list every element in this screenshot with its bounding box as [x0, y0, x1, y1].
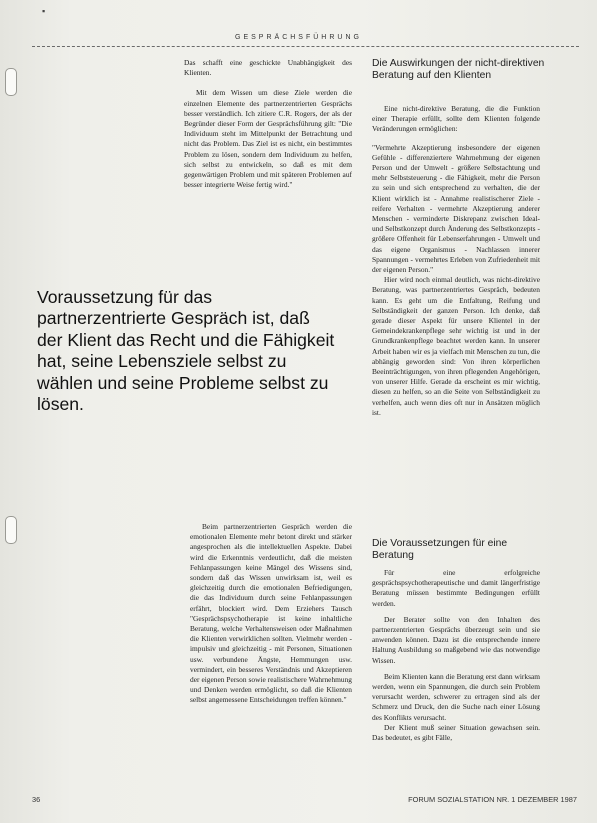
right-column-1 — [372, 104, 540, 418]
pull-quote: Voraussetzung für das partnerzentrierte Gespräch ist, daß der Klient das Recht und die Fähigkeit hat, seine Lebensziele selbst zu wählen und seine Probleme selbst zu lösen. — [37, 287, 335, 415]
left-column-top — [184, 58, 352, 190]
paragraph: Beim partnerzentrierten Gespräch werden die emotionalen Elemente mehr betont direkt und stärker angesprochen als die intellektuellen Aspekte. Dabei wird die Erkenntnis verdeutlicht, daß die meisten Fehlanpassungen keine Mängel des Wissens sind, sondern daß das Wissen unwirksam ist, weil es gleichzeitig durch die emotionalen Befriedigungen, die das Individuum durch seine Fehlanpassungen erfährt, blockiert wird. Dem Erziehers Tausch "Gesprächspsychotherapie ist keine inhaltliche Beratung, welche Verhaltensweisen oder Maßnahmen die Klienten verwirklichen sollten. Vielmehr werden - impulsiv und gleichzeitig - mit Personen, Situationen usw. verbundene Ängste, Hemmungen usw. vermindert, ein besseres Verständnis und Akzeptieren der eigenen Person sowie realistischere Wahrnehmung und Denken werden ermöglicht, so daß die Klienten selbst angemessene Entscheidungen treffen können." — [190, 522, 352, 705]
left-column-bottom — [190, 522, 352, 706]
paragraph: Eine nicht-direktive Beratung, die die Funktion einer Therapie erfüllt, sollte dem Klienten folgende Veränderungen ermöglichen: — [372, 104, 540, 134]
punch-hole-top — [5, 68, 17, 96]
running-header: GESPRÄCHSFÜHRUNG — [235, 34, 362, 41]
paragraph: Das schafft eine geschickte Unabhängigkeit des Klienten. — [184, 58, 352, 78]
section-heading: Die Auswirkungen der nicht-direktiven Beratung auf den Klienten — [372, 58, 545, 81]
paragraph: Hier wird noch einmal deutlich, was nicht-direktive Beratung, was partnerzentriertes Gespräch, bedeuten kann. Es geht um die Entfaltung, Reifung und Selbständigkeit der ganzen Person. Ich denke, daß gerade dieser Aspekt für unsere Klientel in der Gemeindekrankenpflege sehr wichtig ist und in der Grundkrankenpflege beachtet werden kann. In unserer Arbeit haben wir es ja vielfach mit Menschen zu tun, die abhängig geworden sind: Von ihren körperlichen Beeinträchtigungen, von ihren pflegenden Angehörigen, von unserer Hilfe. Gerade da erscheint es mir wichtig, diesen zu helfen, so an die Seite von Selbständigkeit zu verhelfen, auch wenn dies oft nur in Ansätzen möglich ist. — [372, 275, 540, 417]
paragraph: Für eine erfolgreiche gesprächspsychotherapeutische und damit längerfristige Beratung müssen bestimmte Bedingungen erfüllt werden. — [372, 568, 540, 608]
page-number: 36 — [32, 795, 41, 804]
section-heading: Die Voraussetzungen für eine Beratung — [372, 538, 508, 561]
paragraph: "Vermehrte Akzeptierung insbesondere der eigenen Gefühle - differenziertere Wahrnehmung der eigenen Person und der Umwelt - größere Selbstachtung und mehr Selbststeuerung - die Fähigkeit, mehr die Person zu sein und sich entsprechend zu verhalten, die der Klient wirklich ist - Annahme realistischerer Ziele - reifere Verhalten - vermehrte Akzeptierung anderer Menschen - verminderte Diskrepanz zwischen Ideal- und Selbstkonzept durch Änderung des Selbstkonzepts - größere Offenheit für Lebenserfahrungen - Umwelt und das eigene Organismus - Nachlassen innerer Spannungen - vermehrtes Erleben von Zufriedenheit mit der eigenen Person." — [372, 142, 540, 275]
paragraph: Beim Klienten kann die Beratung erst dann wirksam werden, wenn ein Spannungen, die durch sein Problem verursacht werden, schwerer zu ertragen sind als der Schmerz und Druck, den die Suche nach einer Lösung des Konflikts verursacht. — [372, 671, 540, 722]
punch-hole-bottom — [5, 516, 17, 544]
publication-footer: FORUM SOZIALSTATION NR. 1 DEZEMBER 1987 — [408, 795, 577, 804]
header-rule — [32, 46, 579, 47]
corner-mark: ▪ — [42, 6, 46, 16]
paragraph: Mit dem Wissen um diese Ziele werden die einzelnen Elemente des partnerzentrierten Gesprächs besser verständlich. Ich zitiere C.R. Rogers, der als der Begründer dieser Form der Gesprächsführung gilt: "Die Individuum steht im Mittelpunkt der Betrachtung und nicht das Problem. Das Ziel ist es nicht, ein bestimmtes Problem zu lösen, sondern dem Individuum zu helfen, sich selbst zu entwickeln, so daß es mit dem gegenwärtigen Problem und mit späteren Problemen auf besser integrierte Weise fertig wird." — [184, 88, 352, 190]
right-column-2 — [372, 568, 540, 743]
paragraph: Der Berater sollte von den Inhalten des partnerzentrierten Gesprächs überzeugt sein und sie anwenden können. Dazu ist die entsprechende innere Haltung Ausbildung so maßgebend wie das notwendige Wissen. — [372, 614, 540, 665]
paragraph: Der Klient muß seiner Situation gewachsen sein. Das bedeutet, es gibt Fälle, — [372, 722, 540, 743]
